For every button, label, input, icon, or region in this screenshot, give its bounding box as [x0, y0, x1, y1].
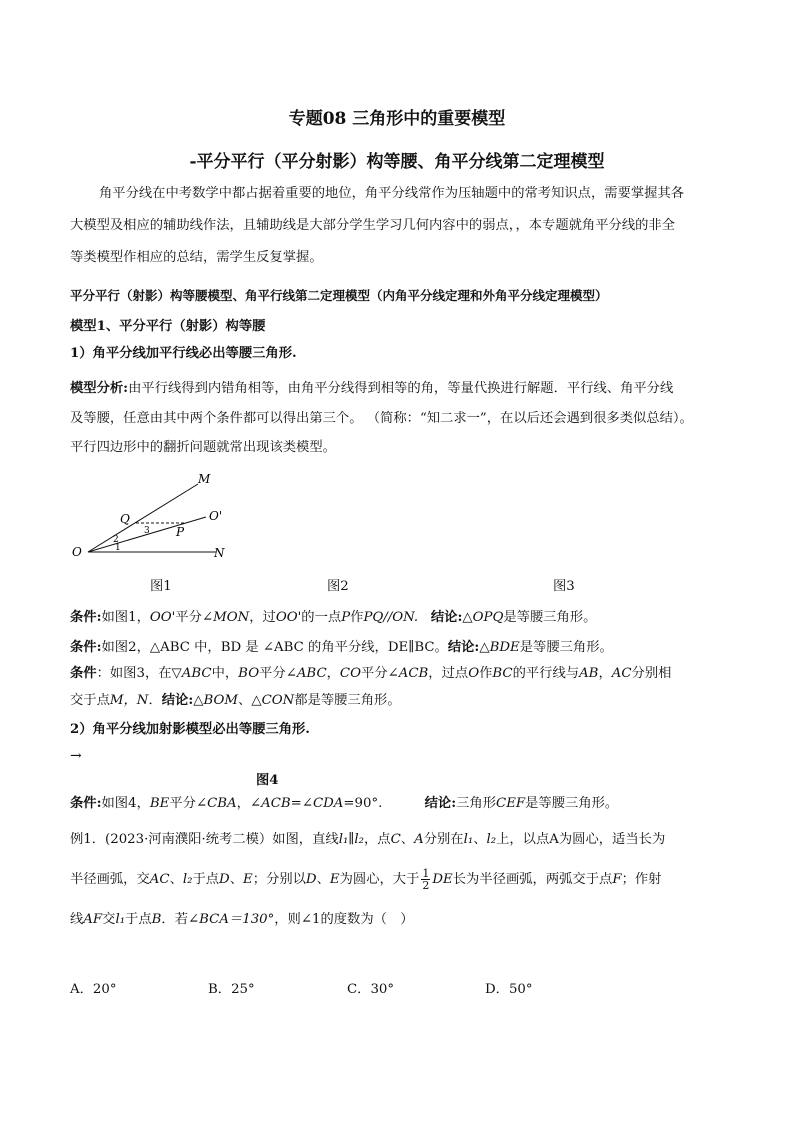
label-m: M — [198, 472, 211, 486]
condition-2: 条件:如图2，△ABC 中，BD 是 ∠ABC 的角平分线，DE∥BC。结论:△BDE是等腰三角形。 — [70, 640, 613, 655]
option-b[interactable]: B．25° — [208, 982, 255, 997]
label-q: Q — [120, 512, 130, 526]
condition-4: 条件:如图4，BE平分∠CBA，∠ACB=∠CDA=90°. 结论:三角形CEF是等腰三角形。 — [70, 796, 619, 811]
section-heading: 平分平行（射影）构等腰模型、角平行线第二定理模型（内角平分线定理和外角平分线定理模型） — [70, 288, 608, 303]
option-d[interactable]: D．50° — [485, 982, 533, 997]
example-1-line-2: 半径画弧，交AC、l₂于点D、E；分别以D、E为圆心，大于 $\frac{1}{2}$ DE长为半径画弧，两弧交于点F；作射 — [70, 867, 662, 892]
example-1-line-1: 例1．(2023·河南濮阳·统考二模）如图，直线l₁∥l₂，点C、A分别在l₁、l₂上，以点A为圆心，适当长为 — [70, 832, 666, 847]
intro-line-1: 角平分线在中考数学中都占据着重要的地位，角平分线常作为压轴题中的常考知识点，需要掌握其各 — [99, 186, 685, 201]
intro-line-2: 大模型及相应的辅助线作法，且辅助线是大部分学生学习几何内容中的弱点，，本专题就角平分线的非全 — [70, 218, 676, 233]
caption-fig-4: 图4 — [256, 773, 279, 788]
model1-heading: 模型1、平分平行（射影）构等腰 — [70, 319, 266, 334]
label-o-prime: O' — [209, 509, 223, 523]
caption-fig-3: 图3 — [553, 579, 575, 594]
page-subtitle: -平分平行（平分射影）构等腰、角平分线第二定理模型 — [189, 152, 605, 172]
page-title: 专题08 三角形中的重要模型 — [288, 109, 506, 129]
analysis-line-1: 模型分析:由平行线得到内错角相等，由角平分线得到相等的角，等量代换进行解题．平行线、角平分线 — [70, 381, 674, 396]
label-o: O — [72, 545, 82, 559]
condition-3-line-1: 条件：如图3，在▽ABC中，BO平分∠ABC，CO平分∠ACB，过点O作BC的平行线与AB，AC分别相 — [70, 666, 672, 681]
sub2-heading: 2）角平分线加射影模型必出等腰三角形. — [70, 722, 310, 737]
fraction-one-half: $\frac{1}{2}$ — [422, 867, 430, 892]
analysis-line-3: 平行四边形中的翻折问题就常出现该类模型。 — [70, 440, 336, 455]
caption-fig-1: 图1 — [150, 579, 172, 594]
caption-fig-2: 图2 — [327, 579, 349, 594]
condition-1: 条件:如图1，OO'平分∠MON，过OO'的一点P作PQ//ON. 结论:△OPQ是等腰三角形。 — [70, 610, 597, 625]
arrow-glyph: → — [70, 748, 82, 764]
angle-3-label: 3 — [144, 526, 150, 536]
label-p: P — [176, 525, 185, 539]
analysis-label: 模型分析: — [70, 381, 129, 396]
label-n: N — [214, 546, 225, 560]
angle-2-label: 2 — [113, 535, 119, 545]
example-1-line-3: 线AF交l₁于点B．若∠BCA＝130°，则∠1的度数为（ ） — [70, 912, 414, 927]
figure-1-diagram — [66, 470, 246, 565]
sub1-heading: 1）角平分线加平行线必出等腰三角形. — [70, 346, 297, 361]
ray-om — [88, 484, 198, 552]
option-a[interactable]: A．20° — [70, 982, 117, 997]
analysis-line-2: 及等腰，任意由其中两个条件都可以得出第三个。 （简称：“知二求一”，在以后还会遇到很多类似总结）。 — [70, 411, 693, 426]
option-c[interactable]: C．30° — [347, 982, 395, 997]
angle-1-label: 1 — [115, 543, 121, 553]
intro-line-3: 等类模型作相应的总结，需学生反复掌握。 — [70, 250, 323, 265]
condition-3-line-2: 交于点M，N．结论:△BOM、△CON都是等腰三角形。 — [70, 693, 401, 708]
